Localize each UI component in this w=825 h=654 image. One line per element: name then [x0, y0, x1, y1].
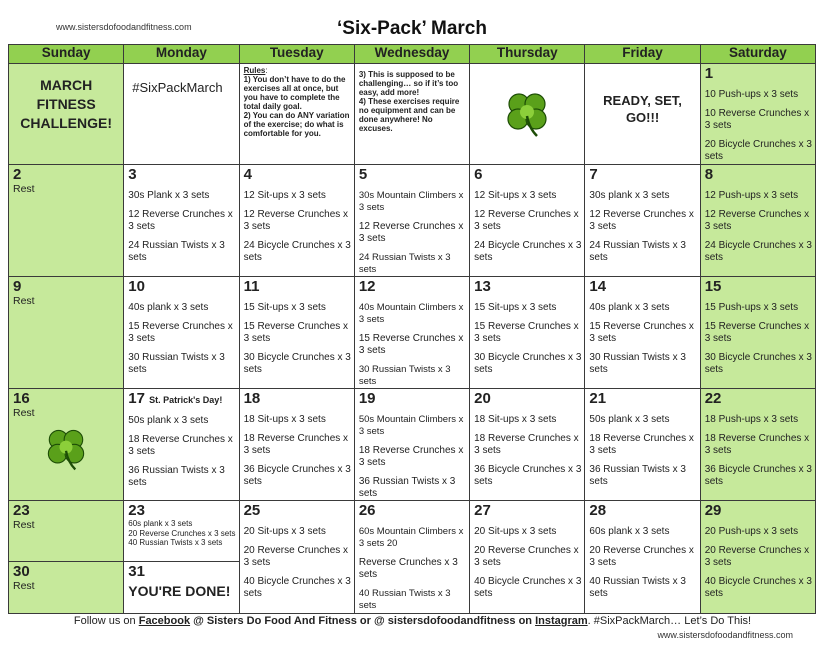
exercise-3: 30 Bicycle Crunches x 3 sets	[243, 352, 351, 375]
day-number: 8	[704, 166, 714, 183]
header-monday: Monday	[124, 45, 239, 64]
day-cell-3	[124, 165, 239, 277]
exercise-1: 30s Plank x 3 sets	[128, 190, 210, 201]
day-number: 29	[704, 502, 722, 519]
day-cell-25	[239, 501, 354, 614]
exercise-1: 18 Push-ups x 3 sets	[704, 414, 799, 425]
exercise-1: 10 Push-ups x 3 sets	[704, 89, 799, 100]
shamrock-icon	[499, 86, 555, 142]
exercise-3: 24 Bicycle Crunches x 3 sets	[243, 240, 351, 263]
ready-cell	[585, 64, 700, 165]
day-number: 9	[13, 278, 22, 295]
exercise-3: 24 Bicycle Crunches x 3 sets	[474, 240, 582, 263]
day-cell-29	[700, 501, 815, 614]
header-friday: Friday	[585, 45, 700, 64]
day-number: 25	[243, 502, 261, 519]
day-cell-6	[470, 165, 585, 277]
exercise-1: 18 Sit-ups x 3 sets	[243, 414, 326, 425]
week-row-4	[9, 389, 816, 501]
day-number: 12	[358, 278, 376, 295]
day-number: 31	[128, 563, 145, 580]
rest-label: Rest	[13, 407, 35, 419]
exercise-3: 40 Russian Twists x 3 sets	[128, 538, 223, 547]
exercise-1: 15 Sit-ups x 3 sets	[474, 302, 557, 313]
exercise-1: 50s plank x 3 sets	[589, 414, 670, 425]
hashtag-cell	[124, 64, 239, 165]
rule-4: 4) These exercises require no equipment and can be done anywhere! No excuses.	[358, 97, 460, 133]
holiday-label: St. Patrick's Day!	[149, 395, 223, 405]
rule-3: 3) This is supposed to be challenging… so if it’s too easy, add more!	[358, 70, 459, 97]
challenge-cell	[9, 64, 124, 165]
footer-mid: @ Sisters Do Food And Fitness or @	[190, 615, 388, 627]
day-number-value: 17	[128, 390, 145, 407]
exercise-3: 20 Bicycle Crunches x 3 sets	[704, 139, 812, 162]
exercise-3: 24 Russian Twists x 3 sets	[358, 252, 451, 275]
rules-list-2	[355, 64, 469, 133]
day-number: 27	[474, 502, 491, 519]
exercise-2: 20 Reverse Crunches x 3 sets	[128, 528, 236, 538]
site-url-bottom: www.sistersdofoodandfitness.com	[657, 630, 793, 640]
facebook-link[interactable]: Facebook	[138, 615, 191, 627]
exercise-1: 40s plank x 3 sets	[589, 302, 670, 313]
day-cell-20	[470, 389, 585, 501]
rules-cell-2	[354, 64, 469, 165]
day-cell-4	[239, 165, 354, 277]
exercise-2: 15 Reverse Crunches x 3 sets	[589, 321, 694, 344]
exercise-1: 20 Sit-ups x 3 sets	[474, 526, 557, 537]
day-cell-9	[9, 277, 124, 389]
day-cell-22	[700, 389, 815, 501]
day-cell-17	[124, 389, 239, 501]
day-number: 21	[589, 390, 607, 407]
exercise-3: 40 Bicycle Crunches x 3 sets	[474, 576, 582, 599]
week-row-2	[9, 165, 816, 277]
header-wednesday: Wednesday	[354, 45, 469, 64]
exercise-1: 60s plank x 3 sets	[589, 526, 670, 537]
rules-title: Rules	[243, 66, 266, 75]
day-cell-11	[239, 277, 354, 389]
exercise-3: 36 Russian Twists x 3 sets	[358, 476, 456, 499]
exercise-1: 50s Mountain Climbers x 3 sets	[358, 414, 464, 437]
exercise-2: 18 Reverse Crunches x 3 sets	[358, 445, 464, 468]
exercise-1: 12 Sit-ups x 3 sets	[243, 190, 326, 201]
week-row-5	[9, 501, 816, 614]
day-cell-10	[124, 277, 239, 389]
exercise-3: 24 Bicycle Crunches x 3 sets	[704, 240, 812, 263]
exercise-3: 36 Bicycle Crunches x 3 sets	[704, 464, 812, 487]
day-cell-8	[700, 165, 815, 277]
shamrock-cell	[470, 64, 585, 165]
day-number: 11	[243, 278, 260, 295]
site-url-top: www.sistersdofoodandfitness.com	[56, 22, 192, 32]
exercise-3: 40 Russian Twists x 3 sets	[358, 588, 451, 611]
day-cell-24-31	[124, 501, 239, 614]
day-number: 26	[358, 502, 376, 519]
day-cell-1	[700, 64, 815, 165]
day-number: 16	[13, 390, 30, 407]
exercise-3: 30 Russian Twists x 3 sets	[589, 352, 686, 375]
day-number: 15	[704, 278, 722, 295]
day-number: 2	[13, 166, 22, 183]
day-cell-2	[9, 165, 124, 277]
week-row-1	[9, 64, 816, 165]
day-cell-13	[470, 277, 585, 389]
day-number: 14	[589, 278, 607, 295]
footer-ig-handle: sistersdofoodandfitness on	[387, 615, 536, 627]
ready-text: READY, SET, GO!!!	[603, 93, 682, 125]
day-number: 4	[243, 166, 252, 183]
exercise-3: 40 Bicycle Crunches x 3 sets	[704, 576, 812, 599]
exercise-2: 15 Reverse Crunches x 3 sets	[704, 321, 810, 344]
exercise-2: 18 Reverse Crunches x 3 sets	[704, 433, 810, 456]
hashtag-text: #SixPackMarch	[132, 80, 223, 95]
day-number: 7	[589, 166, 598, 183]
exercise-1: 18 Sit-ups x 3 sets	[474, 414, 557, 425]
exercise-3: 30 Bicycle Crunches x 3 sets	[704, 352, 812, 375]
footer-pre: Follow us on	[73, 615, 139, 627]
header-saturday: Saturday	[700, 45, 815, 64]
rest-label: Rest	[13, 295, 35, 307]
exercise-2: 20 Reverse Crunches x 3 sets	[589, 545, 694, 568]
rules-list: Rules: 1) You don’t have to do the exercises all at once, but you have to complete the total daily goal. 2) You can do ANY variation of the exercise; do what is comfortable for you.	[243, 66, 350, 138]
day-number: 22	[704, 390, 722, 407]
exercise-3: 40 Bicycle Crunches x 3 sets	[243, 576, 351, 599]
day-cell-31	[124, 562, 238, 599]
rest-label: Rest	[13, 183, 35, 195]
day-cell-27	[470, 501, 585, 614]
exercise-2: 12 Reverse Crunches x 3 sets	[474, 209, 579, 232]
exercise-2: 15 Reverse Crunches x 3 sets	[358, 333, 464, 356]
exercise-1: 60s plank x 3 sets	[128, 519, 193, 528]
exercise-3: 30 Russian Twists x 3 sets	[358, 364, 451, 387]
rule-2: 2) You can do ANY variation of the exercise; do what is comfortable for you.	[243, 111, 350, 138]
day-cell-19	[354, 389, 469, 501]
exercise-3: 30 Russian Twists x 3 sets	[128, 352, 225, 375]
exercise-3: 30 Bicycle Crunches x 3 sets	[474, 352, 582, 375]
exercise-1: 20 Push-ups x 3 sets	[704, 526, 799, 537]
day-cell-24	[124, 501, 238, 562]
exercise-1: 15 Sit-ups x 3 sets	[243, 302, 326, 313]
exercise-2: 18 Reverse Crunches x 3 sets	[128, 434, 233, 457]
exercise-2: 15 Reverse Crunches x 3 sets	[474, 321, 579, 344]
exercise-2: 18 Reverse Crunches x 3 sets	[243, 433, 349, 456]
day-number: 18	[243, 390, 261, 407]
exercise-3: 24 Russian Twists x 3 sets	[128, 240, 225, 263]
exercise-1: 40s Mountain Climbers x 3 sets	[358, 302, 464, 325]
day-number: 20	[474, 390, 491, 407]
page-title: ‘Six-Pack’ March	[337, 18, 487, 39]
footer-text	[0, 615, 825, 627]
exercise-2: 12 Reverse Crunches x 3 sets	[589, 209, 694, 232]
exercise-1: 12 Sit-ups x 3 sets	[474, 190, 557, 201]
rest-label: Rest	[13, 580, 35, 592]
exercise-3: 36 Bicycle Crunches x 3 sets	[243, 464, 351, 487]
exercise-3: 36 Russian Twists x 3 sets	[589, 464, 686, 487]
day-number: 28	[589, 502, 607, 519]
day-cell-16	[9, 389, 124, 501]
exercise-1: 30s plank x 3 sets	[589, 190, 670, 201]
day-number	[124, 389, 238, 408]
exercise-3: 36 Bicycle Crunches x 3 sets	[474, 464, 582, 487]
exercise-1: 12 Push-ups x 3 sets	[704, 190, 799, 201]
day-number: 19	[358, 390, 376, 407]
day-number: 10	[128, 278, 145, 295]
day-cell-5	[354, 165, 469, 277]
day-cell-21	[585, 389, 700, 501]
exercise-2: 18 Reverse Crunches x 3 sets	[589, 433, 694, 456]
exercise-2: 15 Reverse Crunches x 3 sets	[128, 321, 233, 344]
exercise-3: 24 Russian Twists x 3 sets	[589, 240, 686, 263]
day-cell-12	[354, 277, 469, 389]
day-cell-23-30	[9, 501, 124, 614]
exercise-2: 18 Reverse Crunches x 3 sets	[474, 433, 579, 456]
day-cell-23	[9, 501, 123, 562]
done-text: YOU'RE DONE!	[128, 583, 231, 599]
shamrock-icon	[40, 423, 92, 475]
exercise-2: 20 Reverse Crunches x 3 sets	[704, 545, 810, 568]
exercise-2: 15 Reverse Crunches x 3 sets	[243, 321, 349, 344]
rest-label: Rest	[13, 519, 35, 531]
exercise-1: 60s Mountain Climbers x 3 sets 20	[358, 526, 464, 549]
exercise-3: 40 Russian Twists x 3 sets	[589, 576, 686, 599]
day-number: 3	[128, 166, 137, 183]
weekday-header-row	[9, 45, 816, 64]
exercise-2: 12 Reverse Crunches x 3 sets	[358, 221, 464, 244]
footer-post: . #SixPackMarch… Let’s Do This!	[587, 615, 752, 627]
header-thursday: Thursday	[470, 45, 585, 64]
header-sunday: Sunday	[9, 45, 124, 64]
day-cell-14	[585, 277, 700, 389]
day-cell-28	[585, 501, 700, 614]
day-number: 30	[13, 563, 30, 580]
day-cell-26	[354, 501, 469, 614]
header-tuesday: Tuesday	[239, 45, 354, 64]
rules-cell	[239, 64, 354, 165]
exercise-2: 10 Reverse Crunches x 3 sets	[704, 108, 810, 131]
exercise-1: 40s plank x 3 sets	[128, 302, 209, 313]
challenge-title: MARCH FITNESS CHALLENGE!	[20, 77, 113, 131]
exercise-1: 30s Mountain Climbers x 3 sets	[358, 190, 464, 213]
exercise-1: 20 Sit-ups x 3 sets	[243, 526, 326, 537]
exercise-2: 12 Reverse Crunches x 3 sets	[704, 209, 810, 232]
exercise-3: 36 Russian Twists x 3 sets	[128, 465, 225, 488]
day-number: 23	[128, 502, 145, 519]
exercise-2: 12 Reverse Crunches x 3 sets	[243, 209, 349, 232]
day-number: 23	[13, 502, 30, 519]
exercise-2: 12 Reverse Crunches x 3 sets	[128, 209, 233, 232]
day-cell-30	[9, 562, 123, 592]
instagram-link[interactable]: Instagram	[535, 615, 588, 627]
day-number: 6	[474, 166, 483, 183]
rule-1: 1) You don’t have to do the exercises all at once, but you have to complete the total daily goal.	[243, 75, 346, 111]
exercise-2: 20 Reverse Crunches x 3 sets	[243, 545, 349, 568]
exercise-2: 20 Reverse Crunches x 3 sets	[474, 545, 579, 568]
exercise-1: 15 Push-ups x 3 sets	[704, 302, 799, 313]
day-number: 1	[704, 65, 714, 82]
exercise-2: Reverse Crunches x 3 sets	[358, 557, 458, 580]
day-number: 5	[358, 166, 368, 183]
calendar-grid	[8, 44, 816, 614]
day-cell-7	[585, 165, 700, 277]
day-number: 13	[474, 278, 491, 295]
week-row-3	[9, 277, 816, 389]
exercise-1: 50s plank x 3 sets	[128, 415, 209, 426]
day-cell-15	[700, 277, 815, 389]
day-cell-18	[239, 389, 354, 501]
